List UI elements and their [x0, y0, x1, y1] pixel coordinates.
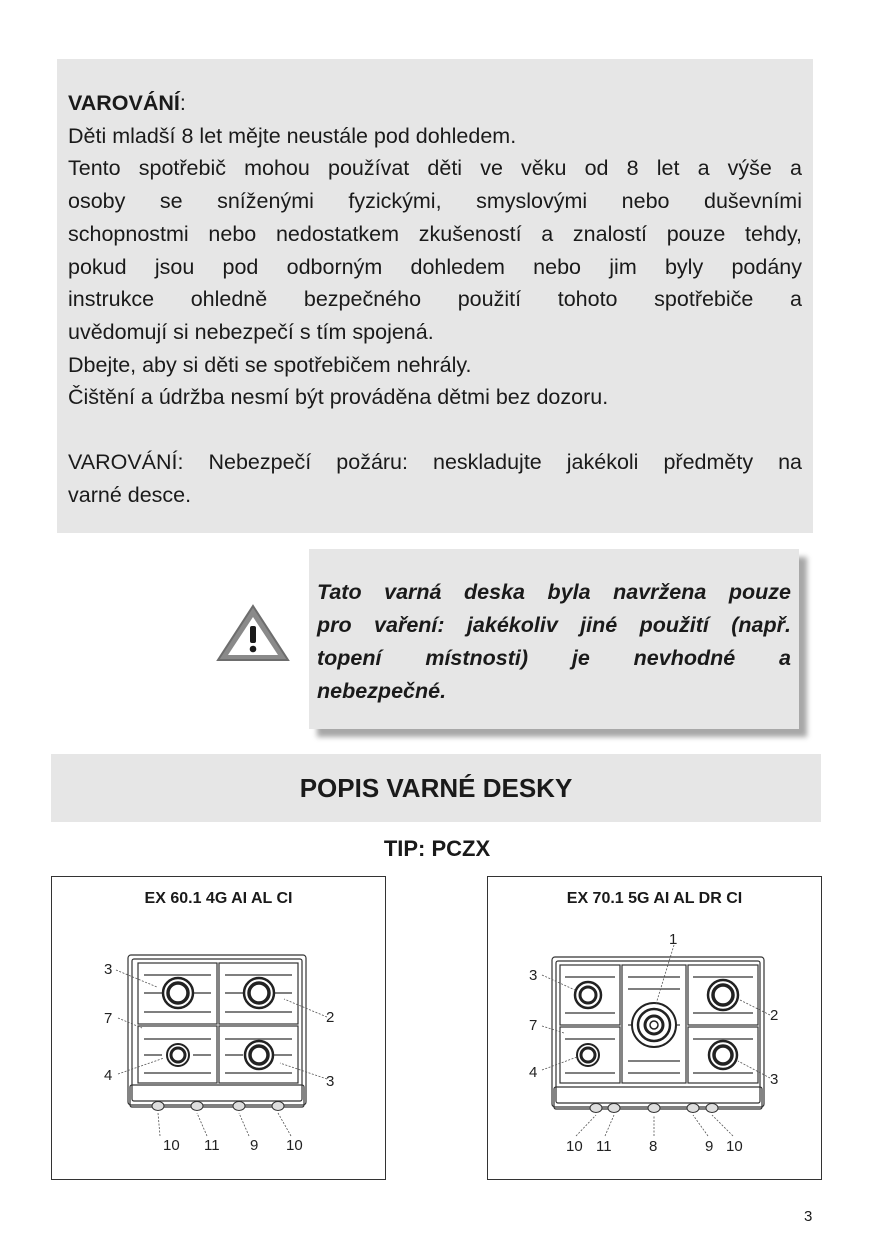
callout-3-top: 3 [529, 967, 538, 984]
bottom-label-1: 10 [163, 1137, 180, 1154]
warning-line-7: uvědomují si nebezpečí s tím spojená. [68, 319, 434, 344]
callout-3-right: 3 [770, 1071, 779, 1088]
bottom-label-2: 11 [596, 1138, 612, 1155]
hob-drawing-4-burner [52, 877, 387, 1181]
fire-warning-line-1: VAROVÁNÍ: Nebezpečí požáru: neskladujte jakékoli předměty na [68, 450, 802, 475]
bottom-label-5: 10 [726, 1138, 743, 1155]
warning-line-5: pokud jsou pod odborným dohledem nebo jim byly podány [68, 254, 802, 279]
callout-3-right: 3 [326, 1073, 335, 1090]
bottom-label-3: 9 [250, 1137, 259, 1154]
warning-line-9: Čištění a údržba nesmí být prováděna dětmi bez dozoru. [68, 385, 609, 410]
diagram-title: EX 70.1 5G AI AL DR CI [566, 890, 743, 907]
note-line-4: nebezpečné. [317, 679, 447, 703]
callout-1: 1 [669, 931, 678, 948]
section-title: POPIS VARNÉ DESKY [51, 754, 821, 822]
warning-line-1: Děti mladší 8 let mějte neustále pod dohledem. [68, 123, 517, 148]
paragraph-gap [68, 414, 802, 446]
bottom-label-1: 10 [566, 1138, 583, 1155]
warning-triangle-icon [216, 604, 290, 662]
child-safety-warning-box [57, 59, 813, 533]
warning-line-2: Tento spotřebič mohou používat děti ve věku od 8 let a výše a [68, 156, 802, 181]
callout-3-top: 3 [104, 961, 113, 978]
bottom-label-3: 8 [649, 1138, 658, 1155]
fire-warning-line-2: varné desce. [68, 482, 192, 507]
hob-drawing-5-burner [488, 877, 823, 1181]
callout-4: 4 [104, 1067, 113, 1084]
bottom-label-4: 10 [286, 1137, 303, 1154]
warning-line-4: schopnostmi nebo nedostatkem zkušeností a znalostí pouze tehdy, [68, 221, 802, 246]
callout-2: 2 [770, 1007, 779, 1024]
callout-4: 4 [529, 1064, 538, 1081]
warning-line-6: instrukce ohledně bezpečného použití tohoto spotřebiče a [68, 287, 802, 312]
model-type-label: TIP: PCZX [383, 836, 491, 861]
note-line-3: topení místnosti) je nevhodné a [317, 646, 791, 670]
note-line-1: Tato varná deska byla navržena pouze [317, 580, 791, 604]
bottom-label-4: 9 [705, 1138, 714, 1155]
warning-heading-line [68, 87, 802, 120]
callout-7: 7 [104, 1010, 113, 1027]
callout-2: 2 [326, 1009, 335, 1026]
bottom-label-2: 11 [204, 1137, 220, 1154]
warning-heading-colon: : [179, 91, 186, 115]
callout-7: 7 [529, 1017, 538, 1034]
hob-diagram-4-burner [51, 876, 386, 1180]
warning-heading: VAROVÁNÍ [68, 91, 180, 115]
note-line-2: pro vaření: jakékoliv jiné použití (např. [317, 613, 791, 637]
diagram-title: EX 60.1 4G AI AL CI [144, 890, 293, 907]
warning-line-8: Dbejte, aby si děti se spotřebičem nehrály. [68, 352, 472, 377]
page-number: 3 [804, 1208, 813, 1225]
warning-line-3: osoby se sníženými fyzickými, smyslovými nebo duševními [68, 189, 802, 214]
hob-diagram-5-burner [487, 876, 822, 1180]
intended-use-note [309, 549, 799, 729]
